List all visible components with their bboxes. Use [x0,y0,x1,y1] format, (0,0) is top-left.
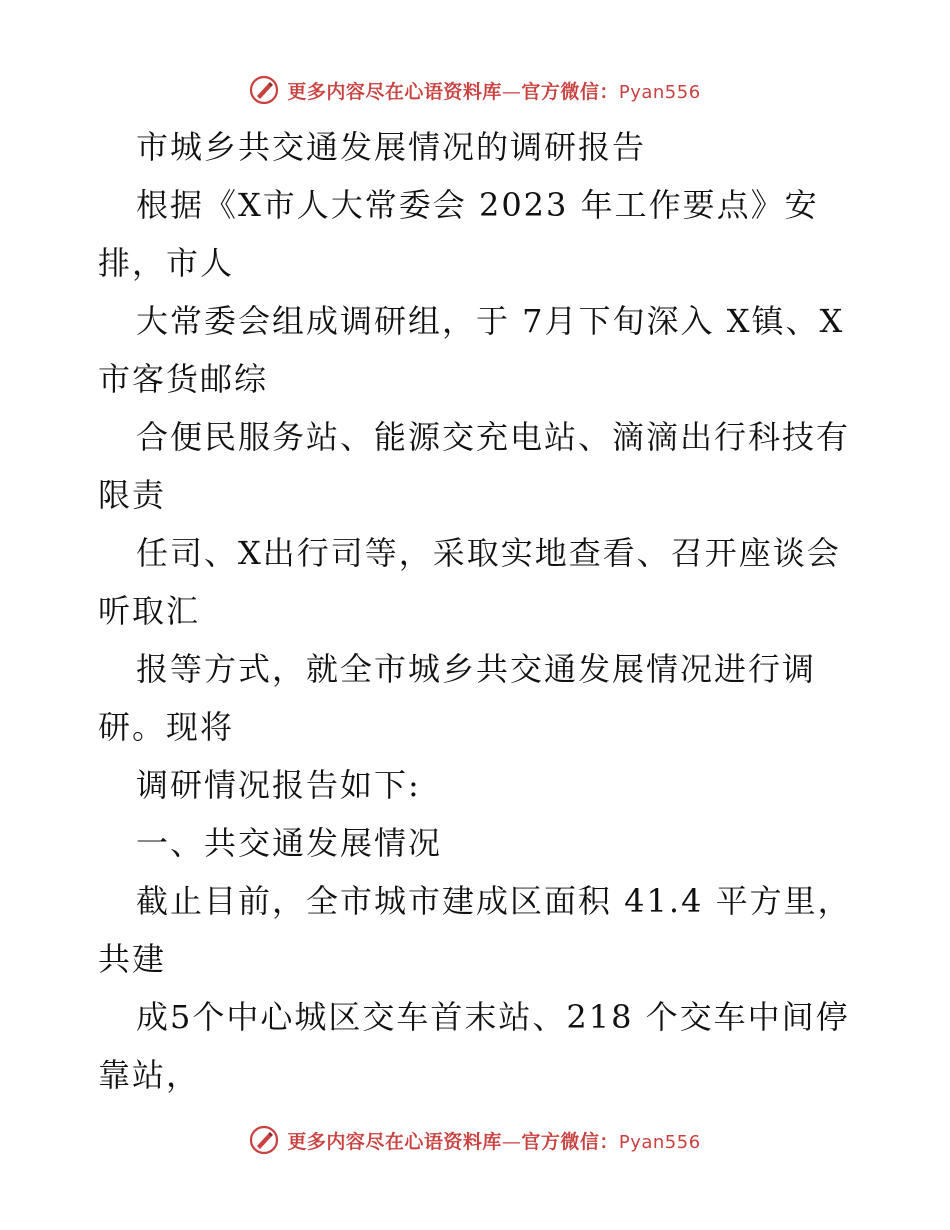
paragraph-line: 报等方式，就全市城乡共交通发展情况进行调 [136,650,817,688]
watermark-text [287,77,700,104]
watermark-official: 官方微信： [521,1130,619,1153]
paragraph-line: 排，市人 [98,244,235,282]
paragraph-line: 靠站， [98,1056,201,1094]
watermark-dash: — [501,80,522,103]
paragraph-line: 大常委会组成调研组，于 7月下旬深入 X镇、X [136,302,845,340]
paragraph-line: 限责 [98,476,167,514]
watermark-brand: 更多内容尽在心语资料库 [287,1130,502,1153]
paragraph-line: 共建 [98,940,167,978]
section-heading: 一、共交通发展情况 [136,824,443,862]
paragraph-line: 任司、X出行司等，采取实地查看、召开座谈会 [136,534,841,572]
watermark-brand: 更多内容尽在心语资料库 [287,80,502,103]
pen-circle-logo-icon [249,75,279,105]
paragraph-line: 成5个中心城区交车首末站、218 个交车中间停 [136,998,850,1036]
document-title: 市城乡共交通发展情况的调研报告 [136,128,647,166]
header-watermark [0,70,950,110]
paragraph-line: 研。现将 [98,708,235,746]
paragraph-line: 听取汇 [98,592,201,630]
paragraph-line: 市客货邮综 [98,360,269,398]
paragraph-line: 截止目前，全市城市建成区面积 41.4 平方里， [136,882,852,920]
pen-circle-logo-icon [249,1125,279,1155]
document-body [98,118,858,1104]
watermark-handle: Pyan556 [618,81,701,103]
footer-watermark [0,1120,950,1160]
watermark-text [287,1127,700,1154]
watermark-dash: — [501,1130,522,1153]
paragraph-line: 根据《X市人大常委会 2023 年工作要点》安 [136,186,819,224]
watermark-official: 官方微信： [521,80,619,103]
watermark-handle: Pyan556 [618,1131,701,1153]
paragraph-line: 调研情况报告如下: [136,766,421,804]
paragraph-line: 合便民服务站、能源交充电站、滴滴出行科技有 [136,418,851,456]
